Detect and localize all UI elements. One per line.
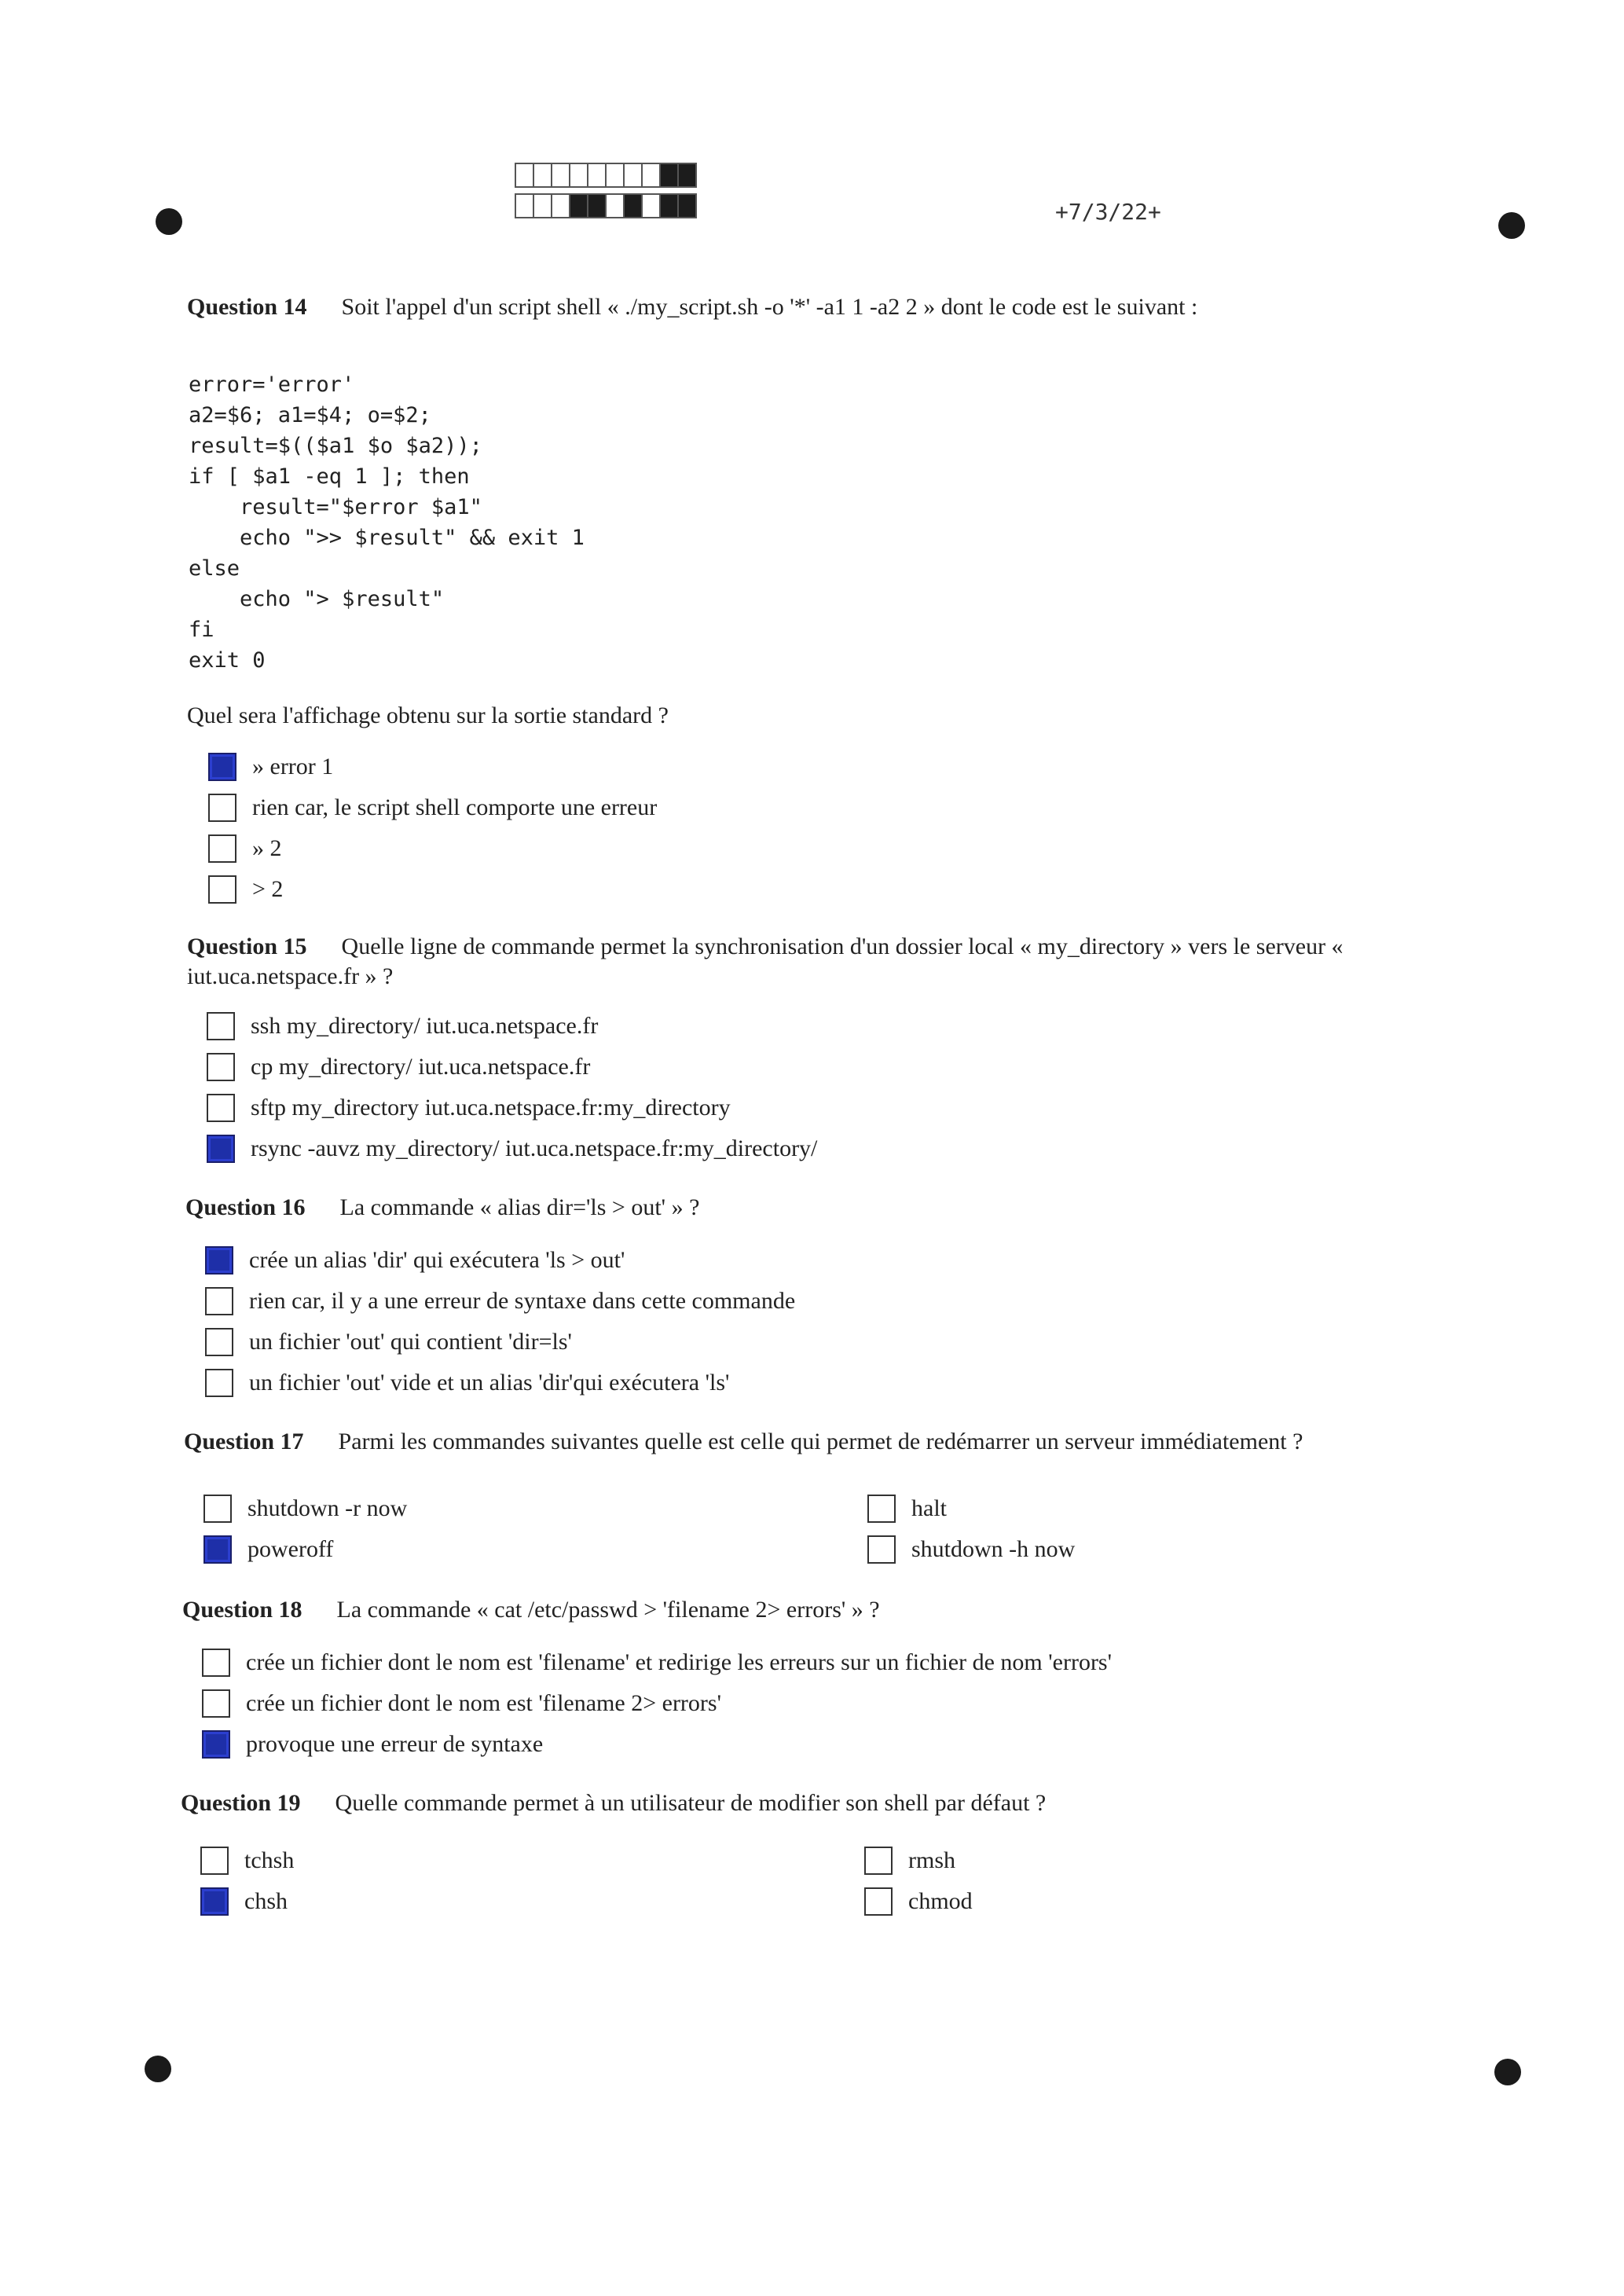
option-label: crée un fichier dont le nom est 'filename 2> errors' xyxy=(246,1690,721,1716)
barcode-cell xyxy=(659,163,679,188)
checkbox[interactable] xyxy=(203,1495,232,1523)
checkbox[interactable] xyxy=(200,1847,229,1875)
answer-option[interactable] xyxy=(205,1363,795,1403)
checkbox[interactable] xyxy=(203,1535,232,1564)
question-text: Soit l'appel d'un script shell « ./my_script.sh -o '*' -a1 1 -a2 2 » dont le code est le suivant : xyxy=(341,294,1198,320)
question-14-prompt xyxy=(187,701,1506,731)
checkbox[interactable] xyxy=(202,1649,230,1677)
answer-option[interactable] xyxy=(203,1529,867,1570)
q19-options xyxy=(200,1840,1257,1922)
option-label: un fichier 'out' qui contient 'dir=ls' xyxy=(249,1329,572,1355)
barcode-row-2 xyxy=(515,193,695,220)
barcode-cell xyxy=(641,163,661,188)
answer-option[interactable] xyxy=(205,1322,795,1363)
option-label: tchsh xyxy=(244,1847,295,1873)
registration-mark-top-left xyxy=(156,208,182,235)
checkbox[interactable] xyxy=(208,753,236,781)
barcode-cell xyxy=(623,193,643,218)
checkbox[interactable] xyxy=(207,1135,235,1163)
registration-mark-bottom-right xyxy=(1494,2059,1521,2085)
barcode-cell xyxy=(569,193,588,218)
option-label: rien car, il y a une erreur de syntaxe dans cette commande xyxy=(249,1288,796,1314)
checkbox[interactable] xyxy=(208,875,236,904)
answer-option[interactable] xyxy=(208,746,657,787)
option-label: rien car, le script shell comporte une erreur xyxy=(252,794,658,820)
question-16 xyxy=(185,1193,1506,1223)
checkbox[interactable] xyxy=(864,1887,893,1916)
barcode-cell xyxy=(533,163,552,188)
checkbox[interactable] xyxy=(208,794,236,822)
checkbox[interactable] xyxy=(202,1689,230,1718)
checkbox[interactable] xyxy=(202,1730,230,1759)
answer-option[interactable] xyxy=(202,1724,1112,1765)
barcode-cell xyxy=(659,193,679,218)
barcode-cell xyxy=(569,163,588,188)
option-label: poweroff xyxy=(247,1536,334,1562)
answer-option[interactable] xyxy=(205,1240,795,1281)
barcode-row-1 xyxy=(515,163,695,189)
option-label: cp my_directory/ iut.uca.netspace.fr xyxy=(251,1054,591,1080)
checkbox[interactable] xyxy=(208,834,236,863)
answer-option[interactable] xyxy=(207,1006,817,1047)
barcode-cell xyxy=(515,163,534,188)
barcode-cell xyxy=(551,163,570,188)
question-text: La commande « alias dir='ls > out' » ? xyxy=(339,1194,700,1220)
option-label: chmod xyxy=(908,1888,973,1914)
answer-option[interactable] xyxy=(207,1128,817,1169)
checkbox[interactable] xyxy=(867,1535,896,1564)
question-number: Question 16 xyxy=(185,1194,306,1220)
page-code: +7/3/22+ xyxy=(1055,199,1161,225)
option-label: un fichier 'out' vide et un alias 'dir'qui exécutera 'ls' xyxy=(249,1370,730,1396)
question-number: Question 17 xyxy=(184,1429,304,1454)
barcode-cell xyxy=(587,163,607,188)
question-17 xyxy=(184,1427,1506,1457)
question-text: Quelle ligne de commande permet la synchronisation d'un dossier local « my_directory » vers le serveur « iut.uca.netspace.fr » ? xyxy=(187,933,1344,989)
option-label: provoque une erreur de syntaxe xyxy=(246,1731,544,1757)
option-label: chsh xyxy=(244,1888,288,1914)
option-label: rmsh xyxy=(908,1847,955,1873)
answer-option[interactable] xyxy=(200,1840,864,1881)
option-label: crée un alias 'dir' qui exécutera 'ls > out' xyxy=(249,1247,625,1273)
checkbox[interactable] xyxy=(205,1246,233,1275)
question-prompt: Quel sera l'affichage obtenu sur la sortie standard ? xyxy=(187,702,669,728)
question-18 xyxy=(182,1595,1506,1625)
answer-option[interactable] xyxy=(867,1529,1260,1570)
q14-options xyxy=(208,746,657,910)
option-label: rsync -auvz my_directory/ iut.uca.netspace.fr:my_directory/ xyxy=(251,1135,818,1161)
answer-option[interactable] xyxy=(208,787,657,828)
option-label: > 2 xyxy=(252,876,284,902)
checkbox[interactable] xyxy=(200,1887,229,1916)
checkbox[interactable] xyxy=(207,1094,235,1122)
checkbox[interactable] xyxy=(867,1495,896,1523)
checkbox[interactable] xyxy=(205,1369,233,1397)
q18-options xyxy=(202,1642,1112,1765)
answer-option[interactable] xyxy=(207,1047,817,1087)
answer-option[interactable] xyxy=(208,869,657,910)
barcode-cell xyxy=(641,193,661,218)
q16-options xyxy=(205,1240,795,1403)
answer-option[interactable] xyxy=(202,1683,1112,1724)
answer-option[interactable] xyxy=(864,1840,1257,1881)
barcode-cell xyxy=(533,193,552,218)
option-label: shutdown -h now xyxy=(911,1536,1076,1562)
barcode-cell xyxy=(605,193,625,218)
barcode-cell xyxy=(551,193,570,218)
answer-option[interactable] xyxy=(200,1881,864,1922)
question-number: Question 14 xyxy=(187,294,307,320)
question-19 xyxy=(181,1788,1506,1818)
option-label: crée un fichier dont le nom est 'filename' et redirige les erreurs sur un fichier de nom 'errors' xyxy=(246,1649,1113,1675)
q15-options xyxy=(207,1006,817,1169)
question-15 xyxy=(187,932,1506,992)
option-label: sftp my_directory iut.uca.netspace.fr:my_directory xyxy=(251,1095,731,1120)
checkbox[interactable] xyxy=(207,1012,235,1040)
checkbox[interactable] xyxy=(205,1287,233,1315)
barcode-cell xyxy=(623,163,643,188)
checkbox[interactable] xyxy=(205,1328,233,1356)
registration-mark-bottom-left xyxy=(145,2056,171,2082)
question-14 xyxy=(187,292,1506,322)
answer-option[interactable] xyxy=(208,828,657,869)
barcode-cell xyxy=(587,193,607,218)
barcode-cell xyxy=(677,193,697,218)
question-number: Question 18 xyxy=(182,1597,302,1623)
code-block: error='error' a2=$6; a1=$4; o=$2; result=$(($a1 $o $a2)); if [ $a1 -eq 1 ]; then result="$error $a1" echo ">> $result" && exit 1 else echo "> $result" fi exit 0 xyxy=(189,372,585,673)
checkbox[interactable] xyxy=(207,1053,235,1081)
option-label: » 2 xyxy=(252,835,282,861)
question-text: La commande « cat /etc/passwd > 'filename 2> errors' » ? xyxy=(336,1597,880,1623)
option-label: ssh my_directory/ iut.uca.netspace.fr xyxy=(251,1013,599,1039)
barcode-cell xyxy=(515,193,534,218)
registration-mark-top-right xyxy=(1498,212,1525,239)
answer-option[interactable] xyxy=(864,1881,1257,1922)
barcode-cell xyxy=(605,163,625,188)
answer-option[interactable] xyxy=(205,1281,795,1322)
question-text: Parmi les commandes suivantes quelle est celle qui permet de redémarrer un serveur immédiatement ? xyxy=(338,1429,1303,1454)
option-label: » error 1 xyxy=(252,754,334,779)
checkbox[interactable] xyxy=(864,1847,893,1875)
answer-option[interactable] xyxy=(207,1087,817,1128)
q17-options xyxy=(203,1488,1260,1570)
barcode-cell xyxy=(677,163,697,188)
option-label: shutdown -r now xyxy=(247,1495,408,1521)
answer-option[interactable] xyxy=(202,1642,1112,1683)
answer-option[interactable] xyxy=(867,1488,1260,1529)
answer-option[interactable] xyxy=(203,1488,867,1529)
question-number: Question 15 xyxy=(187,933,307,959)
option-label: halt xyxy=(911,1495,947,1521)
question-text: Quelle commande permet à un utilisateur de modifier son shell par défaut ? xyxy=(335,1790,1047,1816)
question-number: Question 19 xyxy=(181,1790,301,1816)
